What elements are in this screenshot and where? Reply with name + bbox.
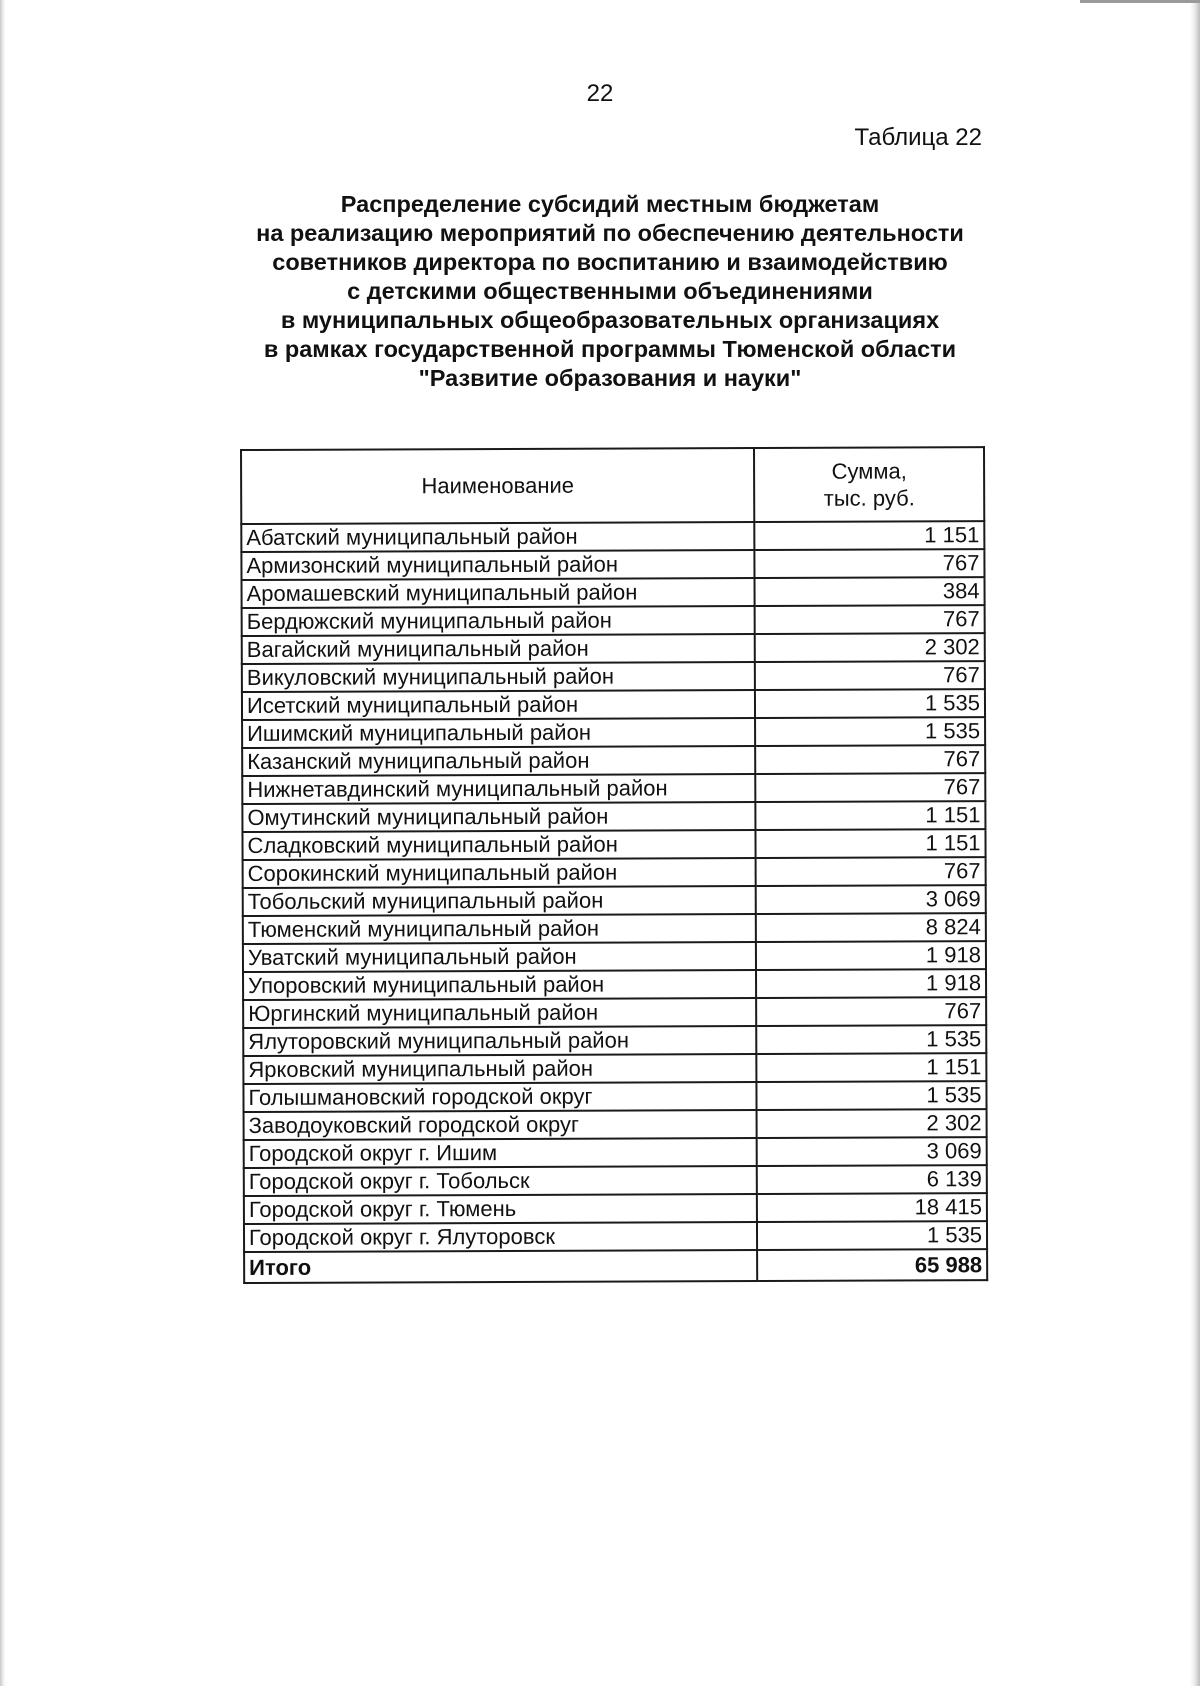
row-name: Вагайский муниципальный район xyxy=(242,634,755,664)
row-sum: 1 535 xyxy=(756,1025,986,1054)
table-row xyxy=(243,857,986,888)
row-sum: 1 535 xyxy=(757,1081,987,1110)
total-sum: 65 988 xyxy=(757,1249,987,1281)
table-body xyxy=(241,521,987,1283)
table-row xyxy=(243,941,986,972)
table-row xyxy=(243,913,986,944)
header-sum-line2: тыс. руб. xyxy=(823,485,915,511)
row-name: Викуловский муниципальный район xyxy=(242,662,755,692)
row-name: Ярковский муниципальный район xyxy=(243,1054,756,1084)
table-label: Таблица 22 xyxy=(854,124,982,151)
row-sum: 1 535 xyxy=(755,689,985,718)
table-row xyxy=(242,633,985,664)
table-row xyxy=(243,1081,986,1112)
title-line: "Развитие образования и науки" xyxy=(418,365,802,391)
table-row xyxy=(244,1109,987,1140)
table-row xyxy=(244,1137,987,1168)
table-row xyxy=(241,521,984,552)
row-name: Городской округ г. Ишим xyxy=(244,1138,757,1168)
document-title xyxy=(200,190,1020,393)
table-row xyxy=(242,689,985,720)
page-number: 22 xyxy=(586,80,614,107)
row-sum: 767 xyxy=(755,549,985,578)
row-sum: 767 xyxy=(756,857,986,886)
row-name: Городской округ г. Тюмень xyxy=(244,1194,757,1224)
table-row xyxy=(244,1165,987,1196)
row-name: Городской округ г. Ялуторовск xyxy=(244,1222,757,1252)
row-name: Армизонский муниципальный район xyxy=(241,550,754,580)
table-row xyxy=(242,717,985,748)
title-line: Распределение субсидий местным бюджетам xyxy=(340,191,880,217)
row-name: Городской округ г. Тобольск xyxy=(244,1166,757,1196)
table-row xyxy=(242,577,985,608)
table-row xyxy=(243,1025,986,1056)
table-row xyxy=(243,997,986,1028)
row-name: Ялуторовский муниципальный район xyxy=(243,1026,756,1056)
row-sum: 6 139 xyxy=(757,1165,987,1194)
title-line: советников директора по воспитанию и взаимодействию xyxy=(272,249,948,275)
row-name: Упоровский муниципальный район xyxy=(243,970,756,1000)
row-sum: 8 824 xyxy=(756,913,986,942)
row-name: Казанский муниципальный район xyxy=(242,746,755,776)
table-row xyxy=(244,1221,987,1252)
row-name: Аромашевский муниципальный район xyxy=(242,578,755,608)
row-sum: 18 415 xyxy=(757,1193,987,1222)
row-name: Бердюжский муниципальный район xyxy=(242,606,755,636)
row-sum: 767 xyxy=(756,997,986,1026)
row-name: Сладковский муниципальный район xyxy=(242,830,755,860)
table-row xyxy=(242,661,985,692)
row-sum: 767 xyxy=(755,745,985,774)
title-line: с детскими общественными объединениями xyxy=(347,278,873,304)
scan-edge-left xyxy=(0,0,6,1686)
row-name: Омутинский муниципальный район xyxy=(242,802,755,832)
row-sum: 1 151 xyxy=(757,1053,987,1082)
row-name: Тюменский муниципальный район xyxy=(243,914,756,944)
table-row xyxy=(242,801,985,832)
title-line: в рамках государственной программы Тюменской области xyxy=(263,336,957,362)
table-row xyxy=(242,745,985,776)
row-sum: 767 xyxy=(755,605,985,634)
row-sum: 1 918 xyxy=(756,969,986,998)
row-name: Голышмановский городской округ xyxy=(243,1082,756,1112)
row-name: Исетский муниципальный район xyxy=(242,690,755,720)
row-name: Тобольский муниципальный район xyxy=(243,886,756,916)
row-sum: 767 xyxy=(755,773,985,802)
title-line: на реализацию мероприятий по обеспечению деятельности xyxy=(256,220,964,246)
scan-edge-right xyxy=(1190,0,1200,1686)
subsidy-table xyxy=(240,446,988,1284)
row-sum: 2 302 xyxy=(755,633,985,662)
row-name: Нижнетавдинский муниципальный район xyxy=(242,774,755,804)
row-name: Уватский муниципальный район xyxy=(243,942,756,972)
row-sum: 2 302 xyxy=(757,1109,987,1138)
title-line: в муниципальных общеобразовательных организациях xyxy=(280,307,940,333)
header-name: Наименование xyxy=(241,448,754,524)
table-row xyxy=(243,969,986,1000)
table-row xyxy=(243,885,986,916)
table-header-row xyxy=(241,447,984,524)
row-sum: 1 151 xyxy=(756,829,986,858)
row-sum: 1 535 xyxy=(757,1221,987,1250)
row-sum: 1 918 xyxy=(756,941,986,970)
table-row xyxy=(242,773,985,804)
row-sum: 767 xyxy=(755,661,985,690)
row-sum: 384 xyxy=(755,577,985,606)
row-name: Заводоуковский городской округ xyxy=(244,1110,757,1140)
total-row xyxy=(244,1249,987,1283)
table-row xyxy=(244,1193,987,1224)
row-sum: 1 535 xyxy=(755,717,985,746)
header-sum-line1: Сумма, xyxy=(831,458,907,484)
row-sum: 3 069 xyxy=(756,885,986,914)
row-name: Сорокинский муниципальный район xyxy=(243,858,756,888)
total-label: Итого xyxy=(244,1250,757,1283)
row-name: Ишимский муниципальный район xyxy=(242,718,755,748)
scan-top-line xyxy=(1080,0,1200,3)
table-row xyxy=(241,549,984,580)
row-sum: 1 151 xyxy=(756,801,986,830)
row-sum: 1 151 xyxy=(754,521,984,550)
table-row xyxy=(243,1053,986,1084)
row-name: Абатский муниципальный район xyxy=(241,522,754,552)
row-name: Юргинский муниципальный район xyxy=(243,998,756,1028)
table-row xyxy=(242,829,985,860)
table-row xyxy=(242,605,985,636)
header-sum xyxy=(754,447,984,522)
row-sum: 3 069 xyxy=(757,1137,987,1166)
